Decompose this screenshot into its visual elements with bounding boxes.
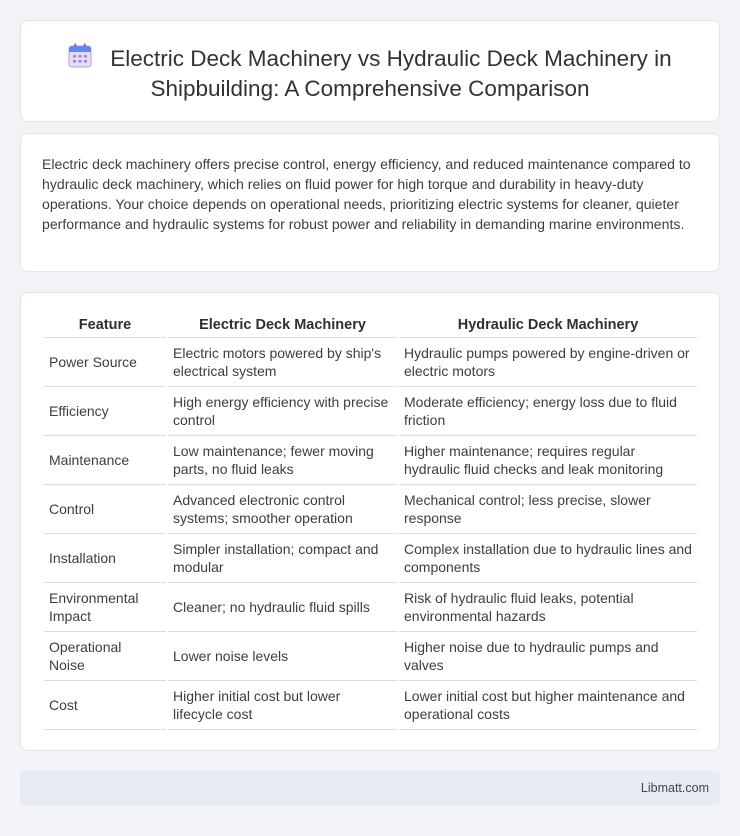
title-wrap — [21, 43, 719, 104]
calendar-icon — [68, 43, 92, 69]
summary-text: Electric deck machinery offers precise control, energy efficiency, and reduced maintenance compared to hydraulic deck machinery, which relies on fluid power for high torque and durability in heavy-duty operations. Your choice depends on operational needs, prioritizing electric systems for cleaner, quieter performance and hydraulic systems for robust power and reliability in demanding marine environments. — [42, 156, 691, 232]
comparison-card — [20, 292, 720, 751]
table-row — [44, 534, 697, 583]
feature-cell: Maintenance — [44, 436, 166, 485]
electric-cell: Cleaner; no hydraulic fluid spills — [168, 583, 397, 632]
table-row — [44, 583, 697, 632]
hydraulic-cell: Mechanical control; less precise, slower response — [399, 485, 697, 534]
table-header-row — [44, 315, 697, 338]
electric-cell: Electric motors powered by ship's electrical system — [168, 338, 397, 387]
summary-card — [20, 133, 720, 272]
title-card — [20, 20, 720, 122]
feature-cell: Control — [44, 485, 166, 534]
table-row — [44, 387, 697, 436]
footer-site-link[interactable]: Libmatt.com — [640, 781, 709, 795]
feature-cell: Operational Noise — [44, 632, 166, 681]
electric-cell: Advanced electronic control systems; smoother operation — [168, 485, 397, 534]
comparison-table — [42, 315, 699, 730]
footer-bar — [20, 771, 720, 805]
table-row — [44, 632, 697, 681]
hydraulic-cell: Higher noise due to hydraulic pumps and valves — [399, 632, 697, 681]
electric-cell: Simpler installation; compact and modular — [168, 534, 397, 583]
hydraulic-cell: Higher maintenance; requires regular hydraulic fluid checks and leak monitoring — [399, 436, 697, 485]
header-hydraulic: Hydraulic Deck Machinery — [399, 315, 697, 338]
electric-cell: Low maintenance; fewer moving parts, no fluid leaks — [168, 436, 397, 485]
page-title-text: Electric Deck Machinery vs Hydraulic Deck Machinery in Shipbuilding: A Comprehensive Comparison — [110, 46, 672, 101]
table-row — [44, 338, 697, 387]
feature-cell: Environmental Impact — [44, 583, 166, 632]
page-title — [21, 43, 719, 104]
hydraulic-cell: Complex installation due to hydraulic lines and components — [399, 534, 697, 583]
feature-cell: Cost — [44, 681, 166, 730]
hydraulic-cell: Lower initial cost but higher maintenance and operational costs — [399, 681, 697, 730]
feature-cell: Installation — [44, 534, 166, 583]
electric-cell: Lower noise levels — [168, 632, 397, 681]
hydraulic-cell: Hydraulic pumps powered by engine-driven or electric motors — [399, 338, 697, 387]
feature-cell: Power Source — [44, 338, 166, 387]
electric-cell: High energy efficiency with precise control — [168, 387, 397, 436]
feature-cell: Efficiency — [44, 387, 166, 436]
table-row — [44, 485, 697, 534]
electric-cell: Higher initial cost but lower lifecycle cost — [168, 681, 397, 730]
hydraulic-cell: Moderate efficiency; energy loss due to fluid friction — [399, 387, 697, 436]
header-feature: Feature — [44, 315, 166, 338]
table-row — [44, 436, 697, 485]
table-row — [44, 681, 697, 730]
header-electric: Electric Deck Machinery — [168, 315, 397, 338]
hydraulic-cell: Risk of hydraulic fluid leaks, potential environmental hazards — [399, 583, 697, 632]
